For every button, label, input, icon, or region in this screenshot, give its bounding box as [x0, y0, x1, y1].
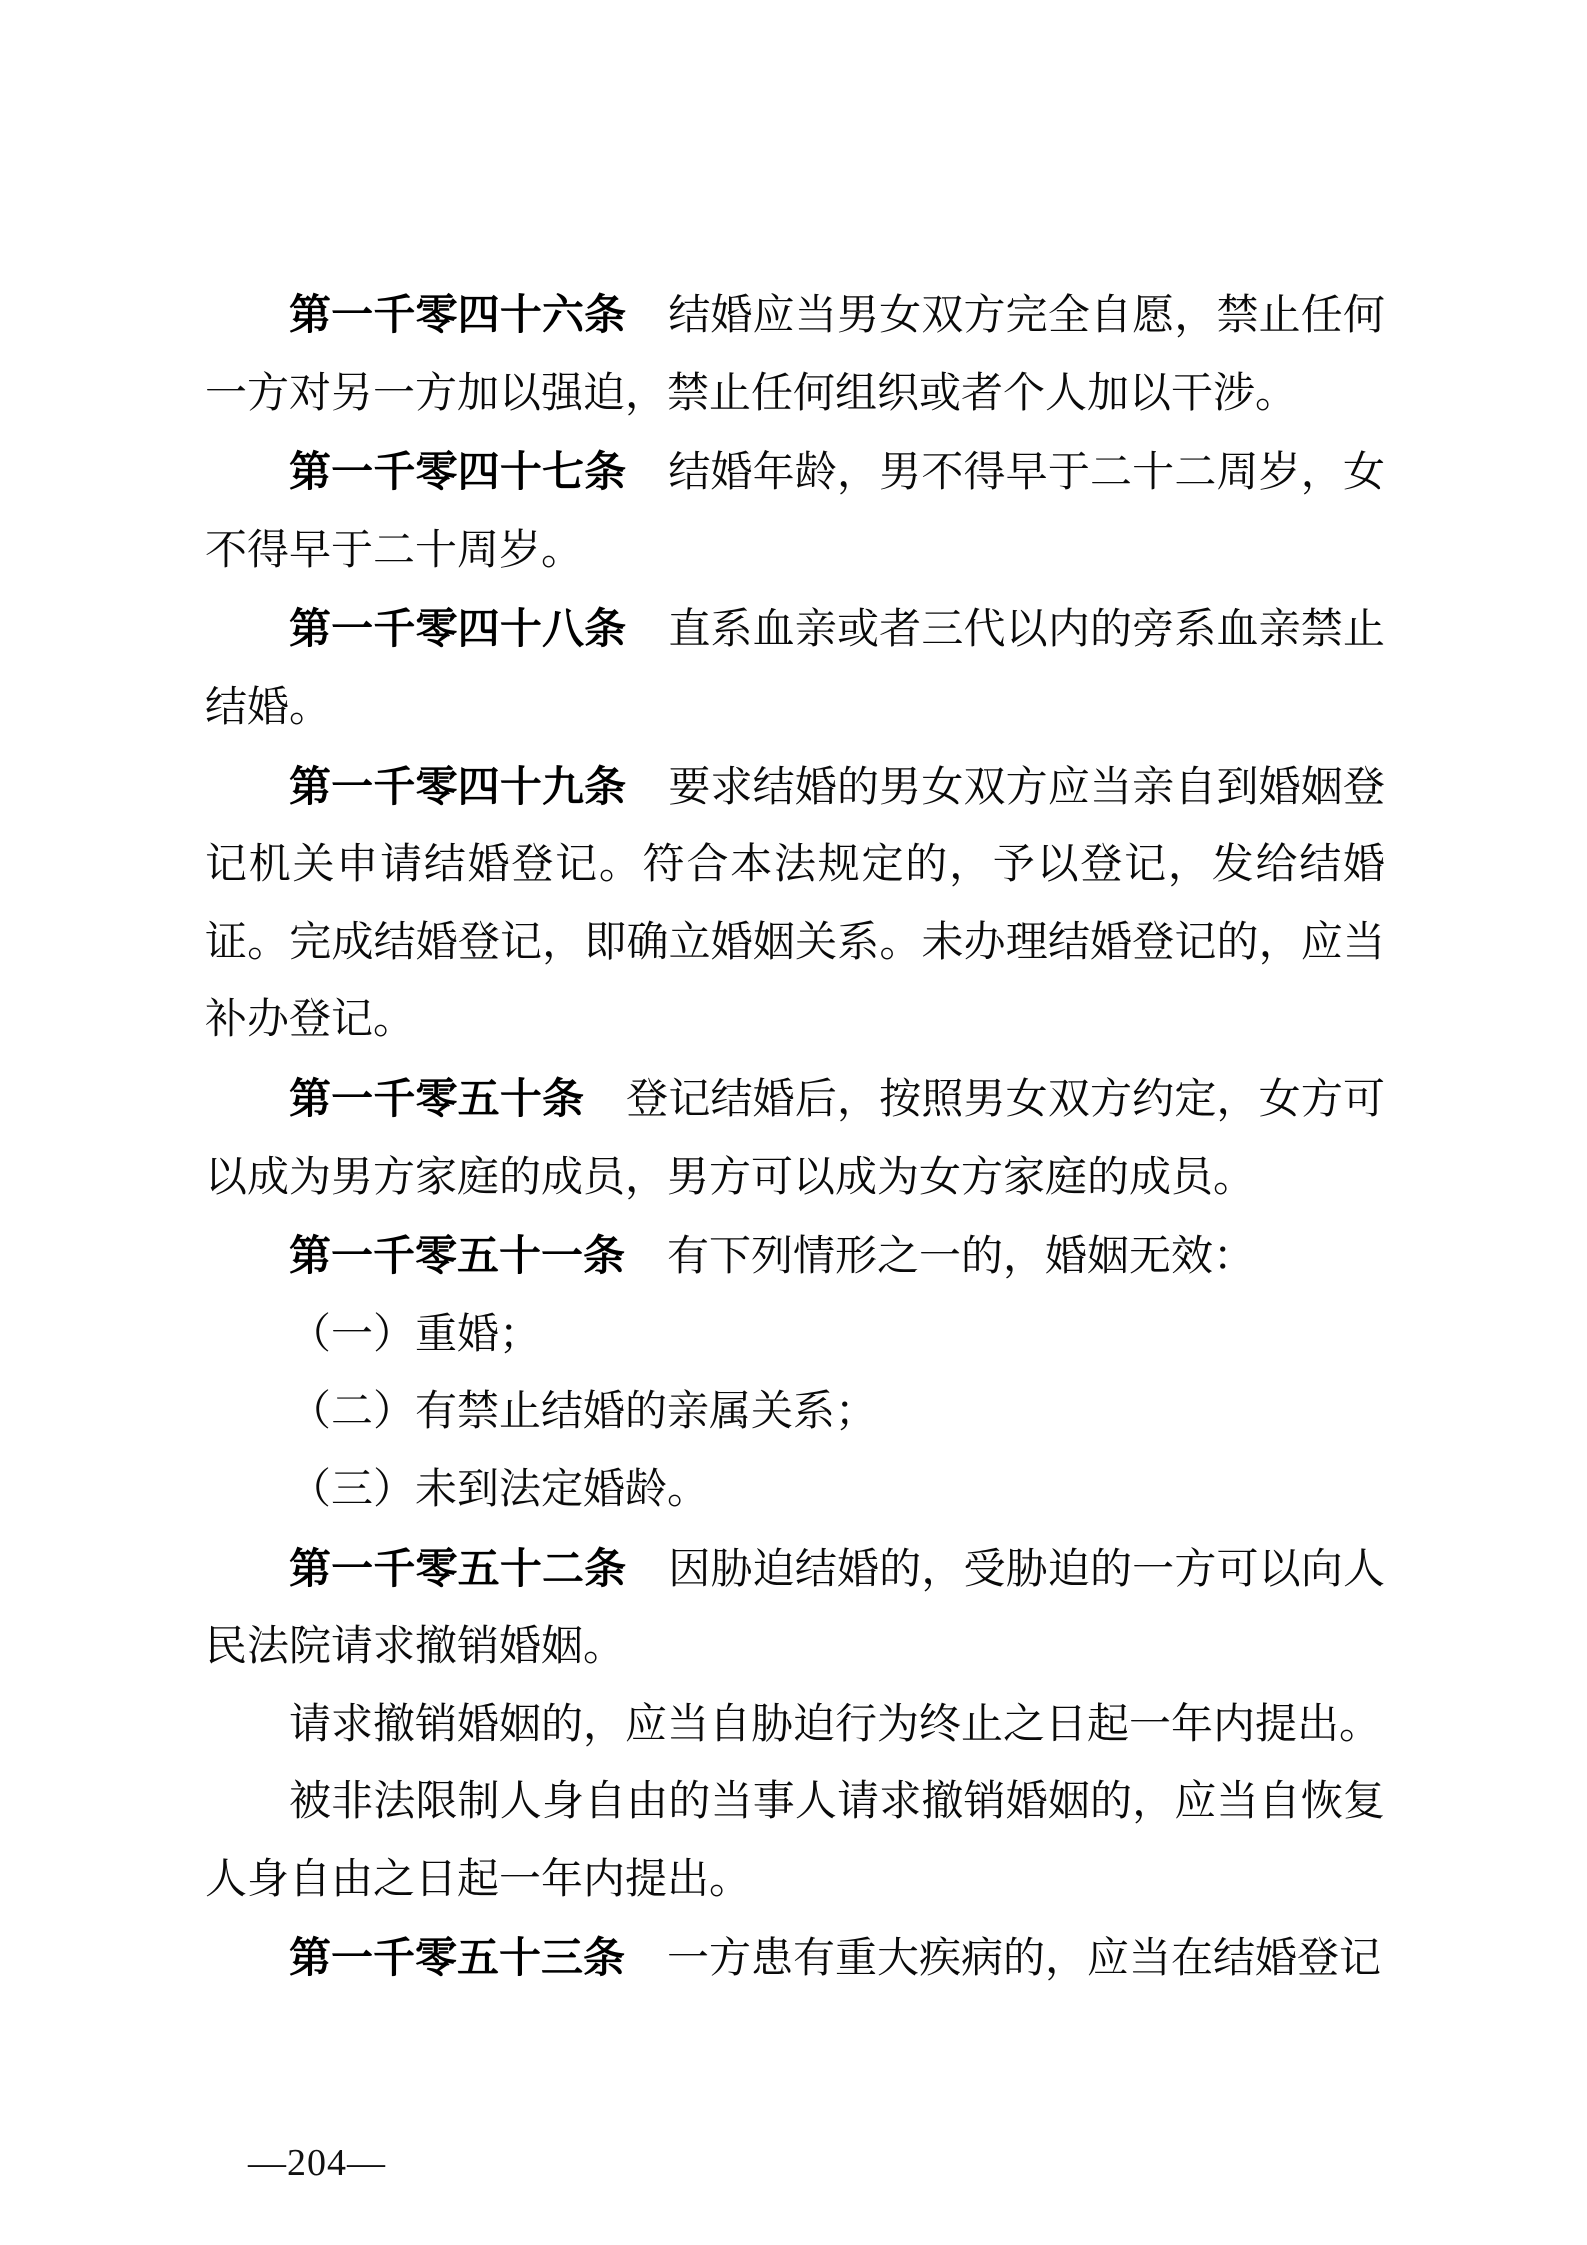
paragraph: [205, 748, 1385, 1060]
paragraph: [205, 276, 1385, 433]
article-number: 第一千零四十六条: [289, 291, 627, 338]
article-text: （一）重婚；: [289, 1311, 542, 1358]
article-number: 第一千零四十八条: [289, 605, 627, 653]
article-text: 有下列情形之一的，婚姻无效：: [667, 1234, 1256, 1281]
article-number: 第一千零四十九条: [289, 762, 627, 810]
paragraph: [205, 1452, 1385, 1530]
article-text: 因胁迫结婚的，受胁迫的一方可以向人民法院请求撤销婚姻。: [205, 1546, 1385, 1671]
paragraph: [205, 1060, 1385, 1217]
article-text: 直系血亲或者三代以内的旁系血亲禁止结婚。: [205, 607, 1385, 731]
article-text: 要求结婚的男女双方应当亲自到婚姻登记机关申请结婚登记。符合本法规定的，予以登记，发给结婚证。完成结婚登记，即确立婚姻关系。未办理结婚登记的，应当补办登记。: [205, 764, 1385, 1044]
paragraph: [205, 1217, 1385, 1297]
article-text: （三）未到法定婚龄。: [289, 1466, 710, 1513]
paragraph: [205, 1530, 1385, 1687]
article-text: （二）有禁止结婚的亲属关系；: [289, 1389, 878, 1436]
article-number: 第一千零五十条: [289, 1074, 585, 1122]
article-text: 一方患有重大疾病的，应当在结婚登记: [667, 1936, 1382, 1983]
article-text: 登记结婚后，按照男女双方约定，女方可以成为男方家庭的成员，男方可以成为女方家庭的成员。: [205, 1076, 1385, 1201]
paragraph: [205, 590, 1385, 747]
article-number: 第一千零五十一条: [289, 1232, 626, 1280]
paragraph: [205, 1764, 1385, 1919]
legal-text-block: [205, 276, 1385, 1999]
paragraph: [205, 1374, 1385, 1452]
article-text: 结婚应当男女双方完全自愿，禁止任何一方对另一方加以强迫，禁止任何组织或者个人加以干涉。: [205, 293, 1385, 417]
paragraph: [205, 1297, 1385, 1375]
article-text: 请求撤销婚姻的，应当自胁迫行为终止之日起一年内提出。: [289, 1701, 1382, 1748]
article-number: 第一千零五十二条: [289, 1544, 627, 1592]
article-text: 结婚年龄，男不得早于二十二周岁，女不得早于二十周岁。: [205, 450, 1385, 574]
paragraph: [205, 1919, 1385, 1999]
paragraph: [205, 433, 1385, 590]
article-number: 第一千零四十七条: [289, 448, 627, 496]
article-text: 被非法限制人身自由的当事人请求撤销婚姻的，应当自恢复人身自由之日起一年内提出。: [205, 1779, 1385, 1903]
paragraph: [205, 1687, 1385, 1765]
page-number: —204—: [248, 2142, 386, 2184]
article-number: 第一千零五十三条: [289, 1934, 626, 1982]
